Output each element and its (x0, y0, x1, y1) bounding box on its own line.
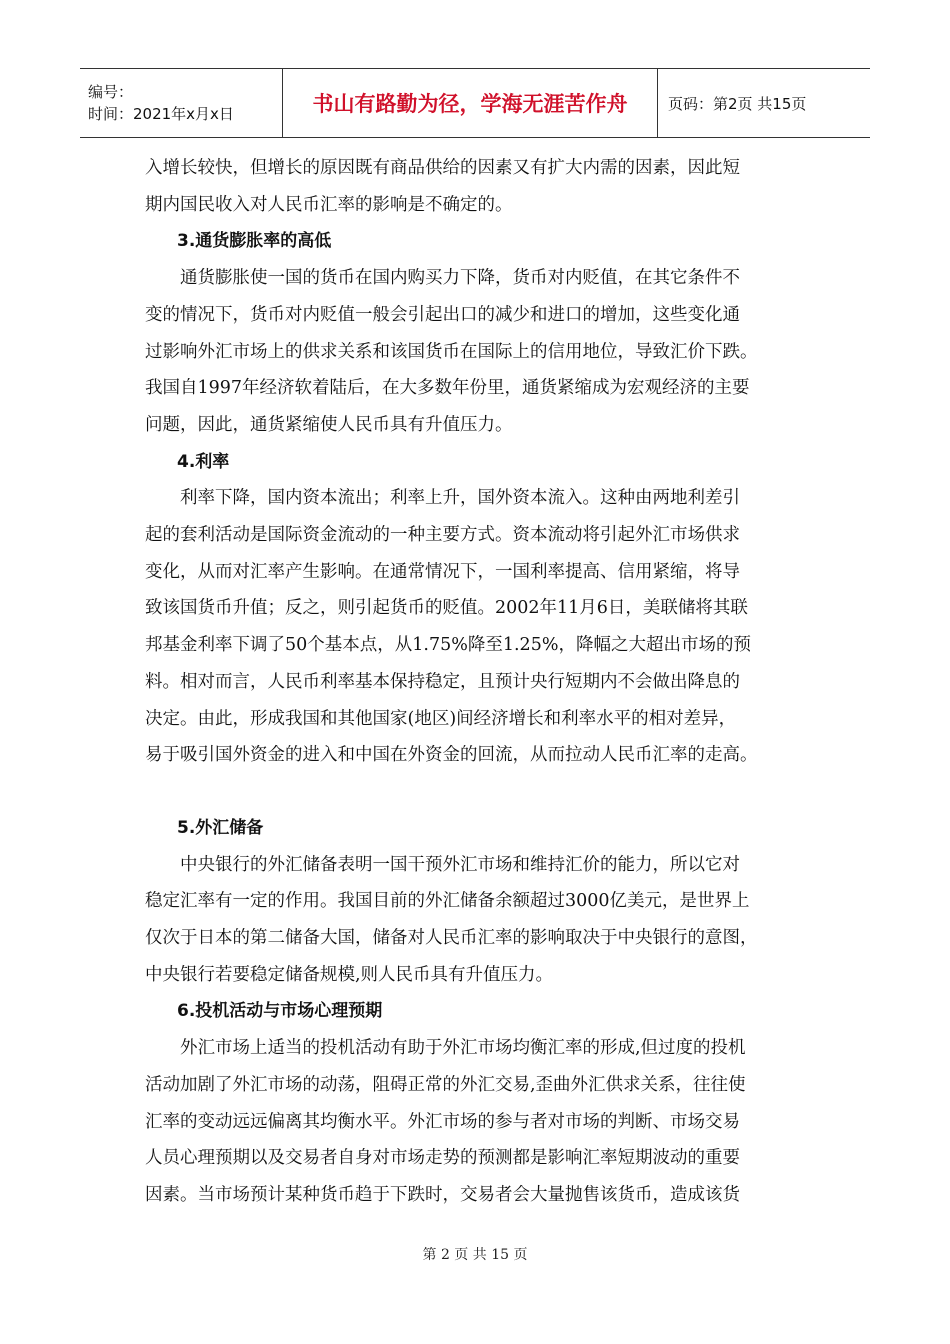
blank-line (145, 774, 825, 810)
text-line: 过影响外汇市场上的供求关系和该国货币在国际上的信用地位，导致汇价下跌。 (145, 341, 758, 362)
text-line: 致该国货币升值；反之，则引起货币的贬值。2002年11月6日，美联储将其联 (145, 598, 748, 619)
paragraph-speculation (145, 1030, 825, 1214)
text-line: 起的套利活动是国际资金流动的一种主要方式。资本流动将引起外汇市场供求 (145, 525, 740, 546)
paragraph-inflation (145, 260, 825, 444)
page-info-text: 页码：第2页 共15页 (668, 94, 807, 113)
section-heading-inflation: 3.通货膨胀率的高低 (177, 231, 332, 252)
text-line: 人员心理预期以及交易者自身对市场走势的预测都是影响汇率短期波动的重要 (145, 1148, 740, 1169)
text-line: 变化，从而对汇率产生影响。在通常情况下，一国利率提高、信用紧缩，将导 (145, 561, 740, 582)
text-line: 我国自1997年经济软着陆后，在大多数年份里，通货紧缩成为宏观经济的主要 (145, 378, 750, 399)
paragraph-income (145, 150, 825, 223)
text-line: 外汇市场上适当的投机活动有助于外汇市场均衡汇率的形成,但过度的投机 (180, 1038, 746, 1059)
text-line: 汇率的变动远远偏离其均衡水平。外汇市场的参与者对市场的判断、市场交易 (145, 1111, 740, 1132)
text-line: 易于吸引国外资金的进入和中国在外资金的回流，从而拉动人民币汇率的走高。 (145, 745, 758, 766)
text-line: 通货膨胀使一国的货币在国内购买力下降，货币对内贬值，在其它条件不 (180, 268, 740, 289)
section-heading-speculation: 6.投机活动与市场心理预期 (177, 1001, 383, 1022)
document-body (145, 150, 825, 1214)
text-line: 问题，因此，通货紧缩使人民币具有升值压力。 (145, 414, 513, 435)
header-motto (283, 69, 658, 137)
section-heading-reserves: 5.外汇储备 (177, 817, 264, 838)
paragraph-reserves (145, 847, 825, 994)
paragraph-interest-rate (145, 480, 825, 774)
text-line: 中央银行若要稳定储备规模,则人民币具有升值压力。 (145, 964, 554, 985)
text-line: 活动加剧了外汇市场的动荡，阻碍正常的外汇交易,歪曲外汇供求关系，往往使 (145, 1074, 746, 1095)
document-header (80, 68, 870, 138)
text-line: 入增长较快，但增长的原因既有商品供给的因素又有扩大内需的因素，因此短 (145, 158, 740, 178)
text-line: 稳定汇率有一定的作用。我国目前的外汇储备余额超过3000亿美元，是世界上 (145, 891, 750, 912)
motto-text: 书山有路勤为径，学海无涯苦作舟 (312, 92, 628, 116)
text-line: 料。相对而言，人民币利率基本保持稳定，且预计央行短期内不会做出降息的 (145, 671, 740, 692)
text-line: 期内国民收入对人民币汇率的影响是不确定的。 (145, 194, 513, 215)
footer-page-number: 第 2 页 共 15 页 (422, 1247, 528, 1263)
page-footer (0, 1244, 950, 1264)
document-date: 时间：2021年x月x日 (88, 105, 234, 123)
text-line: 仅次于日本的第二储备大国，储备对人民币汇率的影响取决于中央银行的意图， (145, 928, 758, 949)
text-line: 邦基金利率下调了50个基本点，从1.75%降至1.25%，降幅之大超出市场的预 (145, 635, 751, 656)
text-line: 利率下降，国内资本流出；利率上升，国外资本流入。这种由两地利差引 (180, 488, 740, 509)
text-line: 因素。当市场预计某种货币趋于下跌时，交易者会大量抛售该货币，造成该货 (145, 1184, 740, 1205)
text-line: 变的情况下，货币对内贬值一般会引起出口的减少和进口的增加，这些变化通 (145, 304, 740, 325)
text-line: 决定。由此，形成我国和其他国家(地区)间经济增长和利率水平的相对差异， (145, 708, 737, 729)
document-number-label: 编号： (88, 83, 134, 101)
section-heading-interest-rate: 4.利率 (177, 451, 230, 472)
header-meta (80, 69, 283, 137)
text-line: 中央银行的外汇储备表明一国干预外汇市场和维持汇价的能力，所以它对 (180, 854, 740, 875)
header-page-info (658, 69, 870, 137)
